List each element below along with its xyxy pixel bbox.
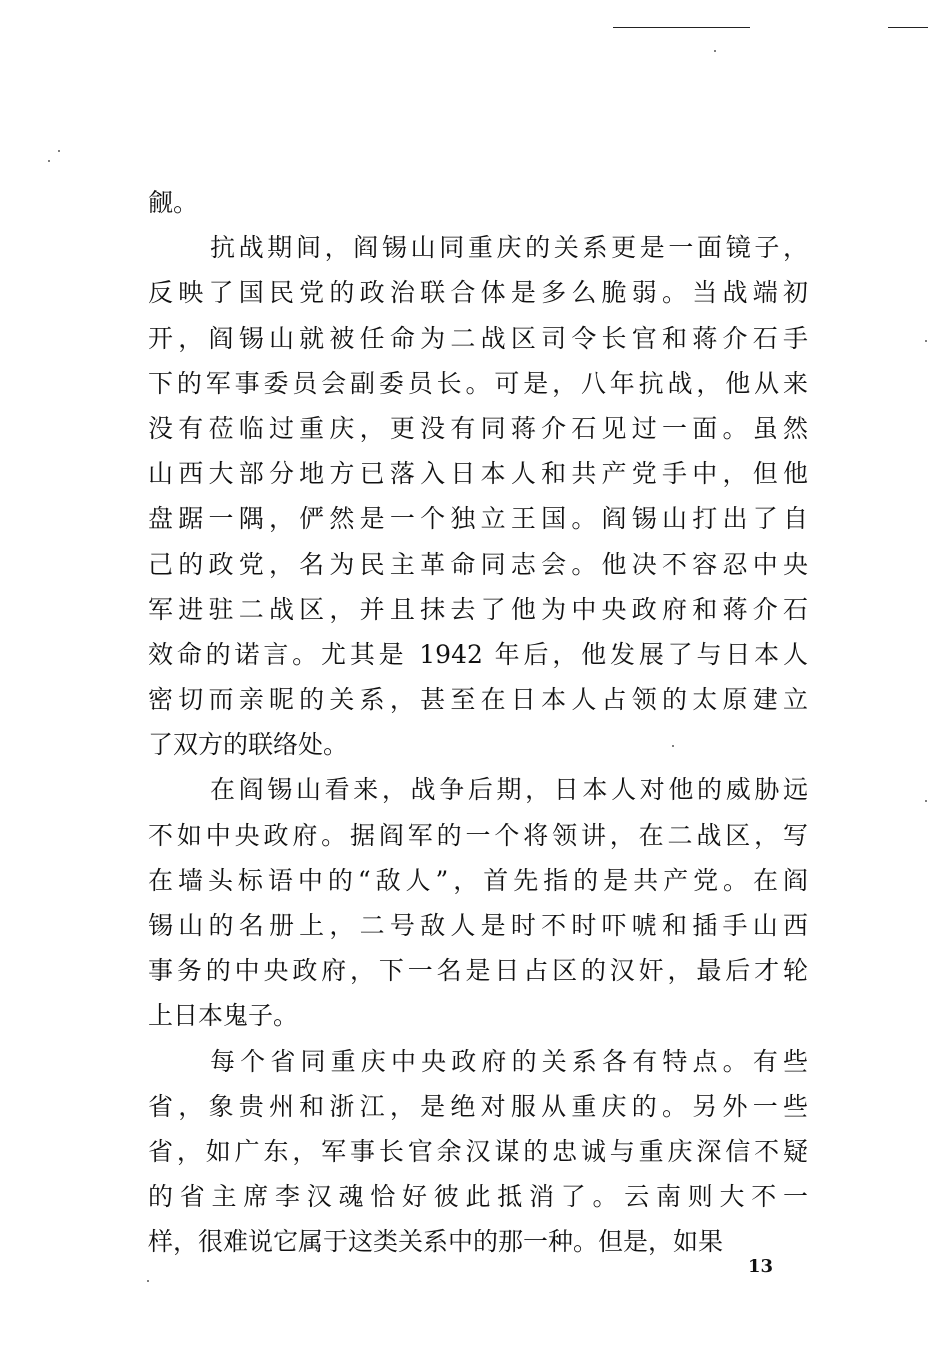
text-line: 的省主席李汉魂恰好彼此抵消了。云南则大不一 <box>148 1182 808 1212</box>
page-number: 13 <box>748 1256 774 1277</box>
text-line: 山西大部分地方已落入日本人和共产党手中，但他 <box>148 459 808 489</box>
text-line: 效命的诺言。尤其是 1942 年后，他发展了与日本人 <box>148 639 808 669</box>
text-line: 在墙头标语中的“敌人”，首先指的是共产党。在阎 <box>148 865 808 895</box>
text-line: 省，如广东，军事长官余汉谋的忠诚与重庆深信不疑 <box>148 1136 808 1166</box>
text-line: 军进驻二战区，并且抹去了他为中央政府和蒋介石 <box>148 594 808 624</box>
text-line: 事务的中央政府，下一名是日占区的汉奸，最后才轮 <box>148 956 808 986</box>
header-rule-right <box>888 27 928 28</box>
text-line: 下的军事委员会副委员长。可是，八年抗战，他从来 <box>148 368 808 398</box>
body-text <box>148 180 808 1265</box>
text-line: 每个省同重庆中央政府的关系各有特点。有些 <box>210 1046 808 1076</box>
text-line: 己的政党，名为民主革命同志会。他决不容忍中央 <box>148 549 808 579</box>
text-line: 在阎锡山看来，战争后期，日本人对他的威胁远 <box>210 775 808 805</box>
text-line: 盘踞一隅，俨然是一个独立王国。阎锡山打出了自 <box>148 504 808 534</box>
text-line: 了双方的联络处。 <box>148 730 349 760</box>
text-line: 省，象贵州和浙江，是绝对服从重庆的。另外一些 <box>148 1091 808 1121</box>
text-line: 密切而亲昵的关系，甚至在日本人占领的太原建立 <box>148 685 808 715</box>
text-line: 上日本鬼子。 <box>148 1001 299 1031</box>
text-line: 开，阎锡山就被任命为二战区司令长官和蒋介石手 <box>148 323 808 353</box>
text-line: 没有莅临过重庆，更没有同蒋介石见过一面。虽然 <box>148 413 808 443</box>
header-rule <box>613 27 750 28</box>
scan-speck <box>925 340 927 342</box>
scan-speck <box>925 800 927 802</box>
scan-speck <box>48 160 50 162</box>
scan-speck <box>58 150 60 152</box>
scan-speck <box>714 50 716 52</box>
text-line: 锡山的名册上，二号敌人是时不时吓唬和插手山西 <box>148 911 808 940</box>
text-line: 抗战期间，阎锡山同重庆的关系更是一面镜子， <box>210 233 808 263</box>
text-line: 样，很难说它属于这类关系中的那一种。但是，如果 <box>148 1227 724 1257</box>
text-line: 不如中央政府。据阎军的一个将领讲，在二战区，写 <box>148 820 808 850</box>
text-line: 觎。 <box>148 188 199 217</box>
text-line: 反映了国民党的政治联合体是多么脆弱。当战端初 <box>148 278 808 308</box>
scan-speck <box>147 1280 149 1282</box>
